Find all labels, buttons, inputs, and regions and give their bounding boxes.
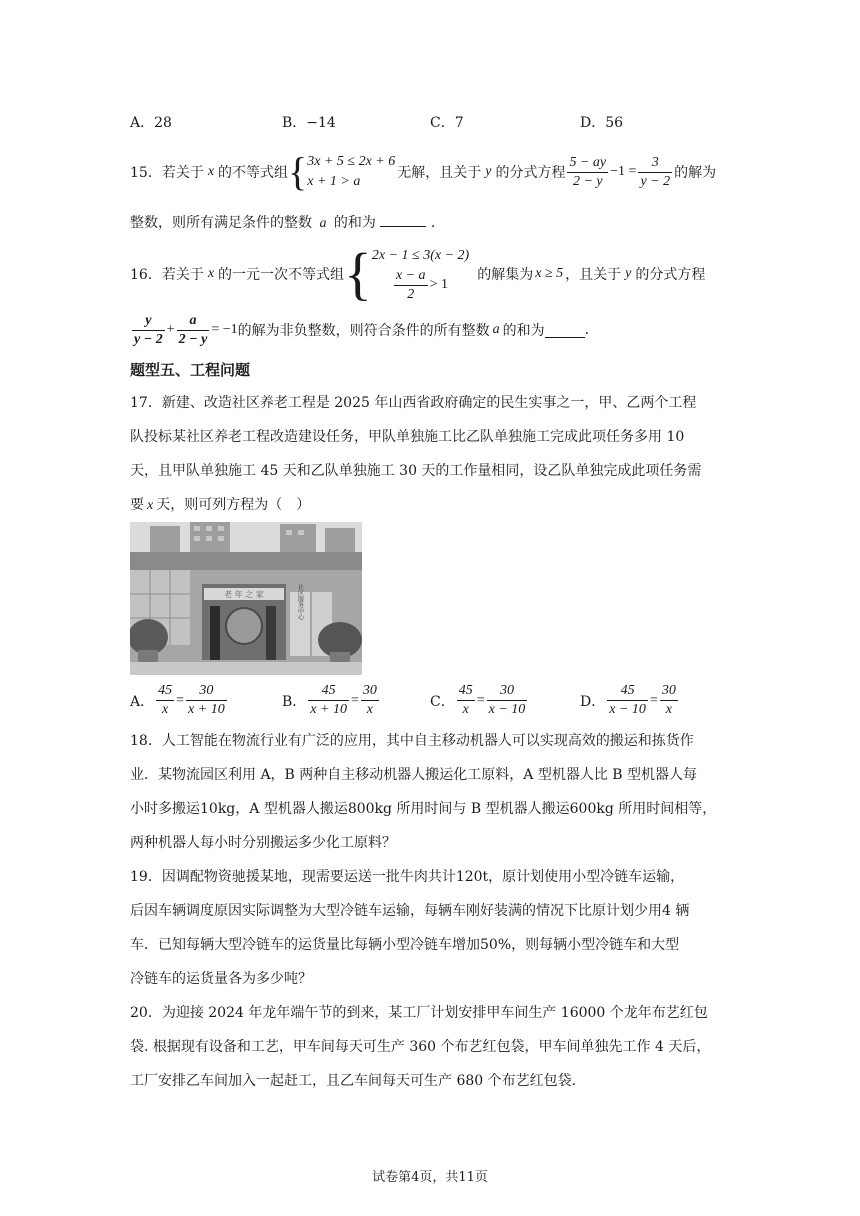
fraction xyxy=(607,682,648,719)
fraction xyxy=(156,682,174,719)
fraction xyxy=(487,682,528,719)
equation-operator: = −1 xyxy=(211,322,238,337)
q15-text: 的解为 xyxy=(674,165,717,181)
q18-line: 18．人工智能在物流行业有广泛的应用，其中自主移动机器人可以实现高效的搬运和拣货作 xyxy=(130,733,694,749)
fraction xyxy=(132,312,165,349)
q20-line: 袋. 根据现有设备和工艺，甲车间每天可生产 360 个布艺红包袋，甲车间单独先工作 4 天后， xyxy=(130,1039,711,1055)
q18-line: 小时多搬运10kg，A 型机器人搬运800kg 所用时间与 B 型机器人搬运600kg 所用时间相等， xyxy=(130,801,717,817)
fraction-denominator: y − 2 xyxy=(134,331,163,347)
q16-text: . xyxy=(584,322,590,338)
answer-blank[interactable] xyxy=(380,212,426,227)
page-footer: 试卷第4页，共11页 xyxy=(372,1170,488,1185)
fraction-denominator: 2 − y xyxy=(178,331,208,347)
q16-text: 的解为非负整数，则符合条件的所有整数 xyxy=(237,323,490,339)
fraction-numerator: 45 xyxy=(158,683,173,698)
fraction-numerator: 30 xyxy=(199,683,214,698)
q17-line: 队投标某社区养老工程改造建设任务，甲队单独施工比乙队单独施工完成此项任务多用 10 xyxy=(130,429,685,445)
fraction-numerator: 30 xyxy=(362,683,377,698)
fraction xyxy=(394,267,428,304)
q19-line: 19．因调配物资驰援某地，现需要运送一批牛肉共计120t，原计划使用小型冷链车运输， xyxy=(130,869,685,885)
fraction-denominator: x xyxy=(156,700,174,719)
fraction-numerator: 30 xyxy=(661,683,676,698)
q17-text: 要 xyxy=(130,497,144,513)
answer-blank[interactable] xyxy=(545,323,585,338)
q15-text: 无解，且关于 xyxy=(397,165,482,181)
fraction-denominator: x xyxy=(457,700,475,719)
question-16-line1 xyxy=(130,241,706,306)
q14-option-b: B．−14 xyxy=(282,115,336,131)
photo-vertical-sign: 社区服务中心 xyxy=(296,584,304,620)
option-label: B． xyxy=(282,693,307,710)
var-x: x xyxy=(147,498,154,513)
q14-option-d: D．56 xyxy=(580,115,624,131)
fraction-numerator: a xyxy=(189,312,197,328)
var-y: y xyxy=(625,266,632,281)
option-label: D． xyxy=(580,693,606,710)
equation-operator: + xyxy=(166,322,175,337)
fraction-denominator: x − 10 xyxy=(609,702,646,717)
fraction-numerator: 5 − ay xyxy=(569,154,607,170)
inequality-system xyxy=(307,152,395,192)
q19-line: 后因车辆调度原因实际调整为大型冷链车运输，每辆车刚好装满的情况下比原计划少用4 辆 xyxy=(130,903,690,919)
fraction-numerator: 45 xyxy=(458,683,473,698)
q16-text: 16．若关于 xyxy=(130,267,204,283)
fraction-numerator: x − a xyxy=(395,267,426,283)
q17-option-c xyxy=(430,682,529,719)
fraction xyxy=(457,682,475,719)
fraction-denominator: 2 − y xyxy=(567,172,608,191)
inequality-system xyxy=(372,245,469,304)
inequality-rhs: > 1 xyxy=(429,277,448,292)
q16-text: 的分式方程 xyxy=(635,267,706,283)
q19-line: 冷链车的运货量各为多少吨？ xyxy=(130,971,312,987)
q20-line: 工厂安排乙车间加入一起赶工，且乙车间每天可生产 680 个布艺红包袋. xyxy=(130,1073,577,1089)
question-15-line1 xyxy=(130,150,716,194)
q18-line: 两种机器人每小时分别搬运多少化工原料？ xyxy=(130,835,396,851)
fraction-denominator: 2 xyxy=(394,285,428,304)
q16-text: 的解集为 xyxy=(477,267,534,283)
fraction-denominator: y − 2 xyxy=(640,173,671,189)
var-y: y xyxy=(485,164,492,179)
equals-sign: = xyxy=(649,692,658,708)
q17-line xyxy=(130,488,701,523)
fraction-numerator: 30 xyxy=(499,683,514,698)
fraction-denominator: x xyxy=(660,700,678,719)
q16-text: 的和为 xyxy=(502,323,545,339)
q14-option-c: C．7 xyxy=(430,115,464,131)
community-center-photo xyxy=(130,522,362,675)
solution-condition: x ≥ 5 xyxy=(535,266,564,281)
fraction-denominator: x + 10 xyxy=(188,702,225,717)
inequality-1: 2x − 1 ≤ 3(x − 2) xyxy=(371,247,470,263)
question-20 xyxy=(130,996,710,1098)
q15-text: 整数，则所有满足条件的整数 xyxy=(130,215,312,231)
option-label: A． xyxy=(130,693,155,710)
q15-text: . xyxy=(430,215,436,231)
question-15-line2 xyxy=(130,212,435,232)
q17-line: 天，且甲队单独施工 45 天和乙队单独施工 30 天的工作量相同，设乙队单独完成此项任务需 xyxy=(130,463,702,479)
fraction-numerator: y xyxy=(145,312,152,328)
inequality-2 xyxy=(372,267,469,304)
q17-option-b xyxy=(282,682,381,719)
section-title: 题型五、工程问题 xyxy=(130,361,251,379)
fraction xyxy=(638,154,672,191)
photo-sign-text: 老 年 之 家 xyxy=(224,590,264,599)
var-x: x xyxy=(207,164,215,179)
fraction-denominator: x xyxy=(361,700,379,719)
equals-sign: = xyxy=(176,692,185,708)
q15-text: 的不等式组 xyxy=(218,165,289,181)
q16-text: ，且关于 xyxy=(565,267,622,283)
fraction-denominator: x + 10 xyxy=(310,702,347,717)
q17-line: 17．新建、改造社区养老工程是 2025 年山西省政府确定的民生实事之一，甲、乙两个工程 xyxy=(130,395,697,411)
q15-text: 的和为 xyxy=(333,215,376,231)
equals-sign: = xyxy=(476,692,485,708)
q15-text: 的分式方程 xyxy=(495,165,566,181)
q16-text: 的一元一次不等式组 xyxy=(218,267,345,283)
inequality-2: x + 1 > a xyxy=(307,174,361,189)
q17-option-a xyxy=(130,682,229,719)
q18-line: 业．某物流园区利用 A，B 两种自主移动机器人搬运化工原料，A 型机器人比 B 型机器人每 xyxy=(130,767,698,783)
equation-operator: −1 = xyxy=(610,164,637,179)
fraction xyxy=(177,312,210,349)
q17-text: 天，则可列方程为（ ） xyxy=(156,497,311,513)
q17-option-d xyxy=(580,682,680,719)
var-a: a xyxy=(492,322,500,337)
fraction xyxy=(660,682,678,719)
fraction-numerator: 3 xyxy=(651,154,659,170)
var-x: x xyxy=(207,266,215,281)
question-16-line2 xyxy=(130,308,589,352)
fraction-numerator: 45 xyxy=(620,683,635,698)
fraction xyxy=(186,682,227,719)
question-19 xyxy=(130,860,689,996)
fraction-denominator: x − 10 xyxy=(488,702,526,717)
fraction xyxy=(308,682,349,719)
system-brace: { xyxy=(344,241,372,306)
system-brace: { xyxy=(288,149,308,194)
option-label: C． xyxy=(430,693,455,710)
building-illustration xyxy=(130,522,362,675)
fraction xyxy=(361,682,379,719)
fraction xyxy=(567,154,608,191)
question-17 xyxy=(130,386,701,523)
q20-line: 20．为迎接 2024 年龙年端午节的到来，某工厂计划安排甲车间生产 16000 个龙年布艺红包 xyxy=(130,1005,708,1021)
q15-text: 15．若关于 xyxy=(130,165,204,181)
fraction-numerator: 45 xyxy=(321,683,336,698)
inequality-1: 3x + 5 ≤ 2x + 6 xyxy=(307,154,396,169)
equals-sign: = xyxy=(350,692,359,708)
var-a: a xyxy=(319,216,327,231)
question-18 xyxy=(130,724,716,860)
q14-option-a: A．28 xyxy=(130,115,172,131)
q19-line: 车．已知每辆大型冷链车的运货量比每辆小型冷链车增加50%，则每辆小型冷链车和大型 xyxy=(130,937,680,953)
